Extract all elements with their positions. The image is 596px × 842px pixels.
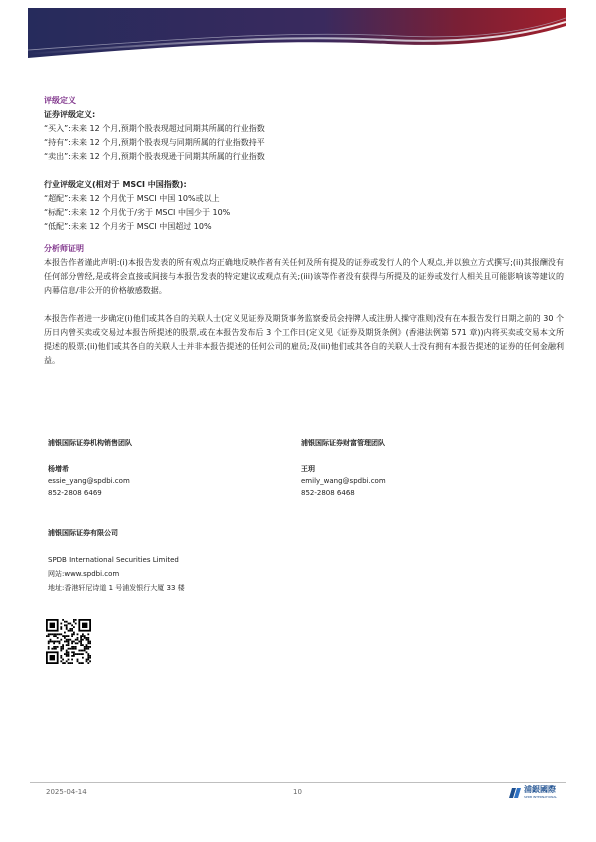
contact-phone: 852-2808 6469 <box>48 489 102 497</box>
rating-section-title: 评级定义 <box>44 96 76 105</box>
analyst-paragraph-2: 本报告作者进一步确定(i)他们或其各自的关联人士(定义见证券及期货事务监察委员会持牌人或注册人操守准则)没有在本报告发行日期之前的 30 个历日内曾买卖或交易过本报告所提述的股票,或在本报告发布后 3 个工作日(定义见《证券及期货条例》(香港法例第 571 章))内将买卖或交易本文所提述的股票;(ii)他们或其各自的关联人士并非本报告提述的任何公司的雇员;及(iii)他们或其各自的关联人士没有拥有本报告提述的证券的任何金融利益。 <box>44 314 564 365</box>
header-banner <box>28 8 566 62</box>
footer-divider <box>30 782 566 783</box>
stock-rating-item: “买入”:未来 12 个月,预期个股表现超过同期其所属的行业指数 <box>44 124 265 133</box>
contact-name: 王玥 <box>301 465 315 473</box>
analyst-section-title: 分析师证明 <box>44 244 84 253</box>
team-heading: 浦银国际证券机构销售团队 <box>48 439 132 447</box>
stock-rating-item: “持有”:未来 12 个月,预期个股表现与同期所属的行业指数持平 <box>44 138 265 147</box>
industry-rating-item: “超配”:未来 12 个月优于 MSCI 中国 10%或以上 <box>44 194 220 203</box>
industry-rating-item: “标配”:未来 12 个月优于/劣于 MSCI 中国少于 10% <box>44 208 231 217</box>
contact-email-link[interactable]: essie_yang@spdbi.com <box>48 477 130 485</box>
team-heading: 浦银国际证券财富管理团队 <box>301 439 385 447</box>
company-name-cn: 浦银国际证券有限公司 <box>48 529 118 537</box>
institutional-sales-contact <box>48 437 132 499</box>
industry-rating-item: “低配”:未来 12 个月劣于 MSCI 中国超过 10% <box>44 222 212 231</box>
contact-phone: 852-2808 6468 <box>301 489 355 497</box>
stock-rating-item: “卖出”:未来 12 个月,预期个股表现逊于同期其所属的行业指数 <box>44 152 265 161</box>
wealth-management-contact <box>301 437 386 499</box>
spdbi-logo-mark-icon <box>508 786 522 800</box>
company-info <box>48 527 185 595</box>
qr-code-icon <box>46 619 91 664</box>
contact-name: 杨增希 <box>48 465 69 473</box>
company-name-en: SPDB International Securities Limited <box>48 556 179 564</box>
spdbi-logo <box>508 785 564 803</box>
company-address: 地址:香港轩尼诗道 1 号浦发银行大厦 33 楼 <box>48 584 185 592</box>
main-content <box>44 94 564 368</box>
analyst-paragraph-1: 本报告作者谨此声明:(i)本报告发表的所有观点均正确地反映作者有关任何及所有提及的证券或发行人的个人观点,并以独立方式撰写;(ii)其报酬没有任何部分曾经,是或将会直接或间接与本报告发表的特定建议或观点有关;(iii)该等作者没有获得与所提及的证券或发行人相关且可能影响该等建议的内幕信息/非公开的价格敏感数据。 <box>44 258 564 295</box>
industry-rating-title: 行业评级定义(相对于 MSCI 中国指数): <box>44 180 187 189</box>
page-number: 10 <box>293 788 302 796</box>
logo-cn-text: 浦銀國際 <box>524 785 556 794</box>
company-website-link[interactable]: 网站:www.spdbi.com <box>48 570 120 578</box>
footer-date: 2025-04-14 <box>46 788 87 796</box>
stock-rating-title: 证券评级定义: <box>44 110 96 119</box>
logo-en-text: SPDB INTERNATIONAL <box>524 795 558 799</box>
contact-email-link[interactable]: emily_wang@spdbi.com <box>301 477 386 485</box>
